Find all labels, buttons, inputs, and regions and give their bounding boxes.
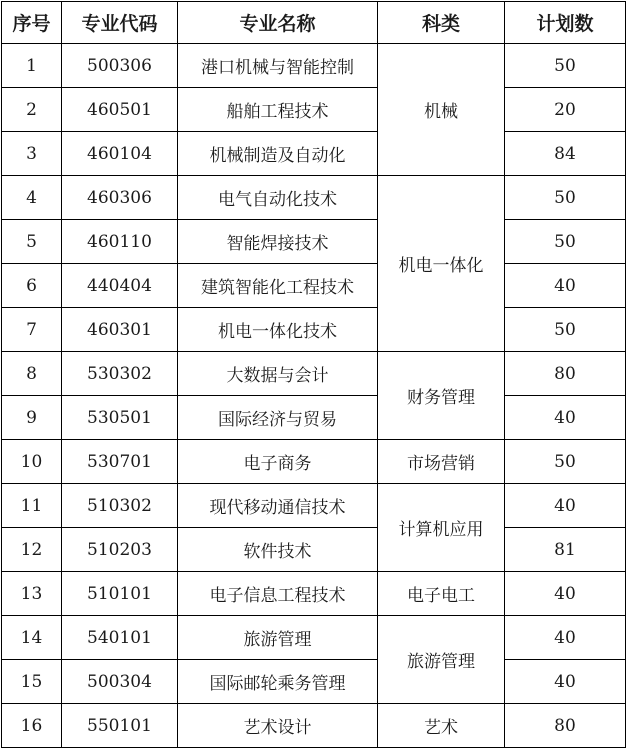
table-row	[2, 616, 626, 660]
header-category: 科类	[378, 2, 505, 44]
cell-plan: 50	[505, 220, 626, 264]
cell-code: 510101	[62, 572, 178, 616]
cell-seq: 2	[2, 88, 62, 132]
cell-plan: 50	[505, 44, 626, 88]
header-seq: 序号	[2, 2, 62, 44]
cell-category: 财务管理	[378, 352, 505, 440]
cell-name: 电子信息工程技术	[178, 572, 378, 616]
table-row	[2, 132, 626, 176]
cell-category: 机械	[378, 44, 505, 176]
table-row	[2, 660, 626, 704]
cell-name: 现代移动通信技术	[178, 484, 378, 528]
cell-plan: 80	[505, 352, 626, 396]
cell-seq: 3	[2, 132, 62, 176]
cell-seq: 13	[2, 572, 62, 616]
cell-plan: 50	[505, 308, 626, 352]
cell-plan: 84	[505, 132, 626, 176]
cell-name: 电气自动化技术	[178, 176, 378, 220]
table-row	[2, 396, 626, 440]
cell-code: 540101	[62, 616, 178, 660]
cell-category: 电子电工	[378, 572, 505, 616]
table-row	[2, 220, 626, 264]
cell-code: 550101	[62, 704, 178, 748]
cell-code: 530701	[62, 440, 178, 484]
cell-seq: 12	[2, 528, 62, 572]
cell-code: 460301	[62, 308, 178, 352]
header-plan: 计划数	[505, 2, 626, 44]
cell-name: 旅游管理	[178, 616, 378, 660]
cell-seq: 1	[2, 44, 62, 88]
cell-name: 智能焊接技术	[178, 220, 378, 264]
header-row	[2, 2, 626, 44]
cell-name: 机械制造及自动化	[178, 132, 378, 176]
cell-code: 500304	[62, 660, 178, 704]
cell-seq: 6	[2, 264, 62, 308]
cell-plan: 40	[505, 396, 626, 440]
cell-code: 460104	[62, 132, 178, 176]
cell-plan: 20	[505, 88, 626, 132]
cell-code: 510302	[62, 484, 178, 528]
cell-name: 港口机械与智能控制	[178, 44, 378, 88]
cell-name: 机电一体化技术	[178, 308, 378, 352]
cell-code: 530501	[62, 396, 178, 440]
table-row	[2, 484, 626, 528]
cell-seq: 10	[2, 440, 62, 484]
cell-category: 市场营销	[378, 440, 505, 484]
cell-category: 艺术	[378, 704, 505, 748]
cell-plan: 50	[505, 176, 626, 220]
header-code: 专业代码	[62, 2, 178, 44]
cell-plan: 40	[505, 484, 626, 528]
table-row	[2, 704, 626, 748]
table-row	[2, 88, 626, 132]
table-row	[2, 440, 626, 484]
cell-category: 机电一体化	[378, 176, 505, 352]
cell-name: 国际经济与贸易	[178, 396, 378, 440]
cell-plan: 40	[505, 572, 626, 616]
cell-code: 460306	[62, 176, 178, 220]
cell-name: 大数据与会计	[178, 352, 378, 396]
cell-seq: 15	[2, 660, 62, 704]
cell-name: 国际邮轮乘务管理	[178, 660, 378, 704]
table-row	[2, 44, 626, 88]
cell-seq: 11	[2, 484, 62, 528]
table-row	[2, 264, 626, 308]
cell-code: 460501	[62, 88, 178, 132]
cell-seq: 7	[2, 308, 62, 352]
cell-code: 500306	[62, 44, 178, 88]
header-name: 专业名称	[178, 2, 378, 44]
cell-category: 计算机应用	[378, 484, 505, 572]
cell-code: 440404	[62, 264, 178, 308]
enrollment-plan-table	[1, 1, 626, 748]
table-body	[2, 44, 626, 748]
table-row	[2, 572, 626, 616]
cell-plan: 80	[505, 704, 626, 748]
cell-name: 建筑智能化工程技术	[178, 264, 378, 308]
table-row	[2, 176, 626, 220]
cell-seq: 16	[2, 704, 62, 748]
cell-code: 510203	[62, 528, 178, 572]
cell-name: 艺术设计	[178, 704, 378, 748]
cell-code: 530302	[62, 352, 178, 396]
table-row	[2, 528, 626, 572]
cell-plan: 40	[505, 616, 626, 660]
table-row	[2, 352, 626, 396]
cell-seq: 9	[2, 396, 62, 440]
cell-seq: 5	[2, 220, 62, 264]
cell-plan: 40	[505, 660, 626, 704]
cell-plan: 50	[505, 440, 626, 484]
cell-name: 软件技术	[178, 528, 378, 572]
table-row	[2, 308, 626, 352]
cell-category: 旅游管理	[378, 616, 505, 704]
cell-plan: 81	[505, 528, 626, 572]
cell-seq: 8	[2, 352, 62, 396]
cell-name: 船舶工程技术	[178, 88, 378, 132]
cell-seq: 14	[2, 616, 62, 660]
cell-code: 460110	[62, 220, 178, 264]
cell-seq: 4	[2, 176, 62, 220]
cell-plan: 40	[505, 264, 626, 308]
cell-name: 电子商务	[178, 440, 378, 484]
